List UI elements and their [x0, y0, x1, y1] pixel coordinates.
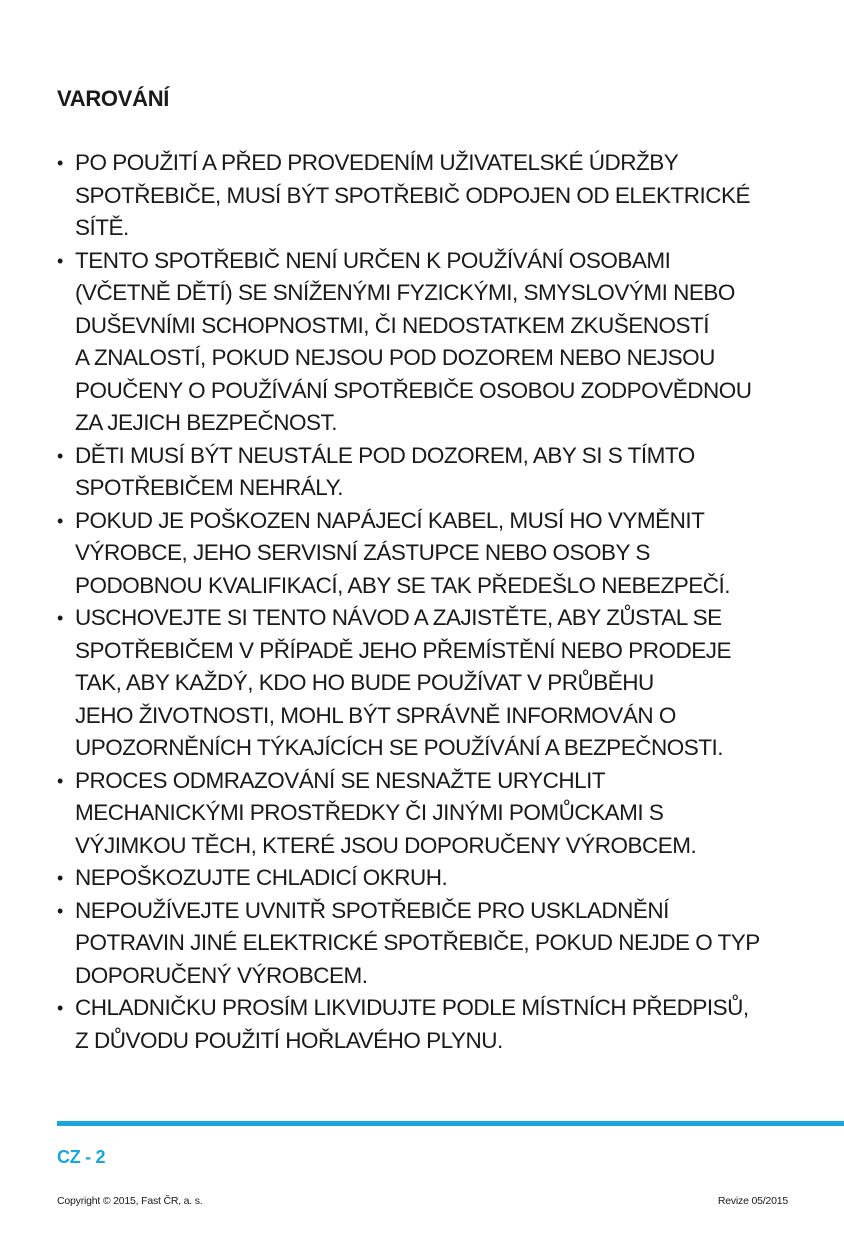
- warning-item: [57, 862, 797, 895]
- bullet-icon: •: [57, 608, 63, 628]
- page-title: VAROVÁNÍ: [57, 86, 170, 111]
- warning-item: [57, 245, 797, 440]
- warning-item: [57, 992, 797, 1057]
- bullet-icon: •: [57, 510, 63, 531]
- warning-text: NEPOŠKOZUJTE CHLADICÍ OKRUH.: [75, 865, 448, 890]
- warning-item: [57, 602, 797, 765]
- warning-text: CHLADNIČKU PROSÍM LIKVIDUJTE PODLE MÍSTNÍCH PŘEDPISŮ, Z DŮVODU POUŽITÍ HOŘLAVÉHO PLYNU.: [75, 995, 749, 1053]
- bullet-icon: •: [57, 868, 63, 888]
- bullet-icon: •: [57, 770, 63, 791]
- warning-text: PO POUŽITÍ A PŘED PROVEDENÍM UŽIVATELSKÉ ÚDRŽBY SPOTŘEBIČE, MUSÍ BÝT SPOTŘEBIČ ODPOJEN OD ELEKTRICKÉ SÍTĚ.: [75, 150, 750, 240]
- footer-divider: [57, 1121, 844, 1126]
- warning-text: DĚTI MUSÍ BÝT NEUSTÁLE POD DOZOREM, ABY SI S TÍMTO SPOTŘEBIČEM NEHRÁLY.: [75, 442, 695, 500]
- bullet-icon: •: [57, 153, 63, 173]
- warning-list: [57, 147, 797, 1057]
- warning-text: POKUD JE POŠKOZEN NAPÁJECÍ KABEL, MUSÍ HO VYMĚNIT VÝROBCE, JEHO SERVISNÍ ZÁSTUPCE NEBO OSOBY S PODOBNOU KVALIFIKACÍ, ABY SE TAK PŘEDEŠLO NEBEZPEČÍ.: [75, 507, 731, 598]
- warning-item: [57, 505, 797, 603]
- bullet-icon: •: [57, 250, 63, 271]
- warning-item: [57, 895, 797, 993]
- revision-text: Revize 05/2015: [717, 1195, 788, 1207]
- bullet-icon: •: [57, 900, 63, 921]
- warning-text: NEPOUŽÍVEJTE UVNITŘ SPOTŘEBIČE PRO USKLADNĚNÍ POTRAVIN JINÉ ELEKTRICKÉ SPOTŘEBIČE, POKUD NEJDE O TYP DOPORUČENÝ VÝROBCEM.: [75, 897, 760, 988]
- warning-item: [57, 440, 797, 505]
- warning-text: PROCES ODMRAZOVÁNÍ SE NESNAŽTE URYCHLIT MECHANICKÝMI PROSTŘEDKY ČI JINÝMI POMŮCKAMI S VÝJIMKOU TĚCH, KTERÉ JSOU DOPORUČENY VÝROBCEM.: [75, 767, 697, 858]
- warning-text: TENTO SPOTŘEBIČ NENÍ URČEN K POUŽÍVÁNÍ OSOBAMI (VČETNĚ DĚTÍ) SE SNÍŽENÝMI FYZICKÝMI, SMYSLOVÝMI NEBO DUŠEVNÍMI SCHOPNOSTMI, ČI NEDOSTATKEM ZKUŠENOSTÍ A ZNALOSTÍ, POKUD NEJSOU POD DOZOREM NEBO NEJSOU POUČENY O POUŽÍVÁNÍ SPOTŘEBIČE OSOBOU ZODPOVĚDNOU ZA JEJICH BEZPEČNOST.: [75, 247, 752, 435]
- bullet-icon: •: [57, 998, 63, 1018]
- bullet-icon: •: [57, 445, 63, 466]
- copyright-text: Copyright © 2015, Fast ČR, a. s.: [57, 1195, 203, 1207]
- page-number: CZ - 2: [57, 1147, 106, 1167]
- warning-item: [57, 147, 797, 245]
- warning-text: USCHOVEJTE SI TENTO NÁVOD A ZAJISTĚTE, ABY ZŮSTAL SE SPOTŘEBIČEM V PŘÍPADĚ JEHO PŘEMÍSTĚNÍ NEBO PRODEJE TAK, ABY KAŽDÝ, KDO HO BUDE POUŽÍVAT V PRŮBĚHU JEHO ŽIVOTNOSTI, MOHL BÝT SPRÁVNĚ INFORMOVÁN O UPOZORNĚNÍCH TÝKAJÍCÍCH SE POUŽÍVÁNÍ A BEZPEČNOSTI.: [75, 605, 731, 760]
- warning-item: [57, 765, 797, 863]
